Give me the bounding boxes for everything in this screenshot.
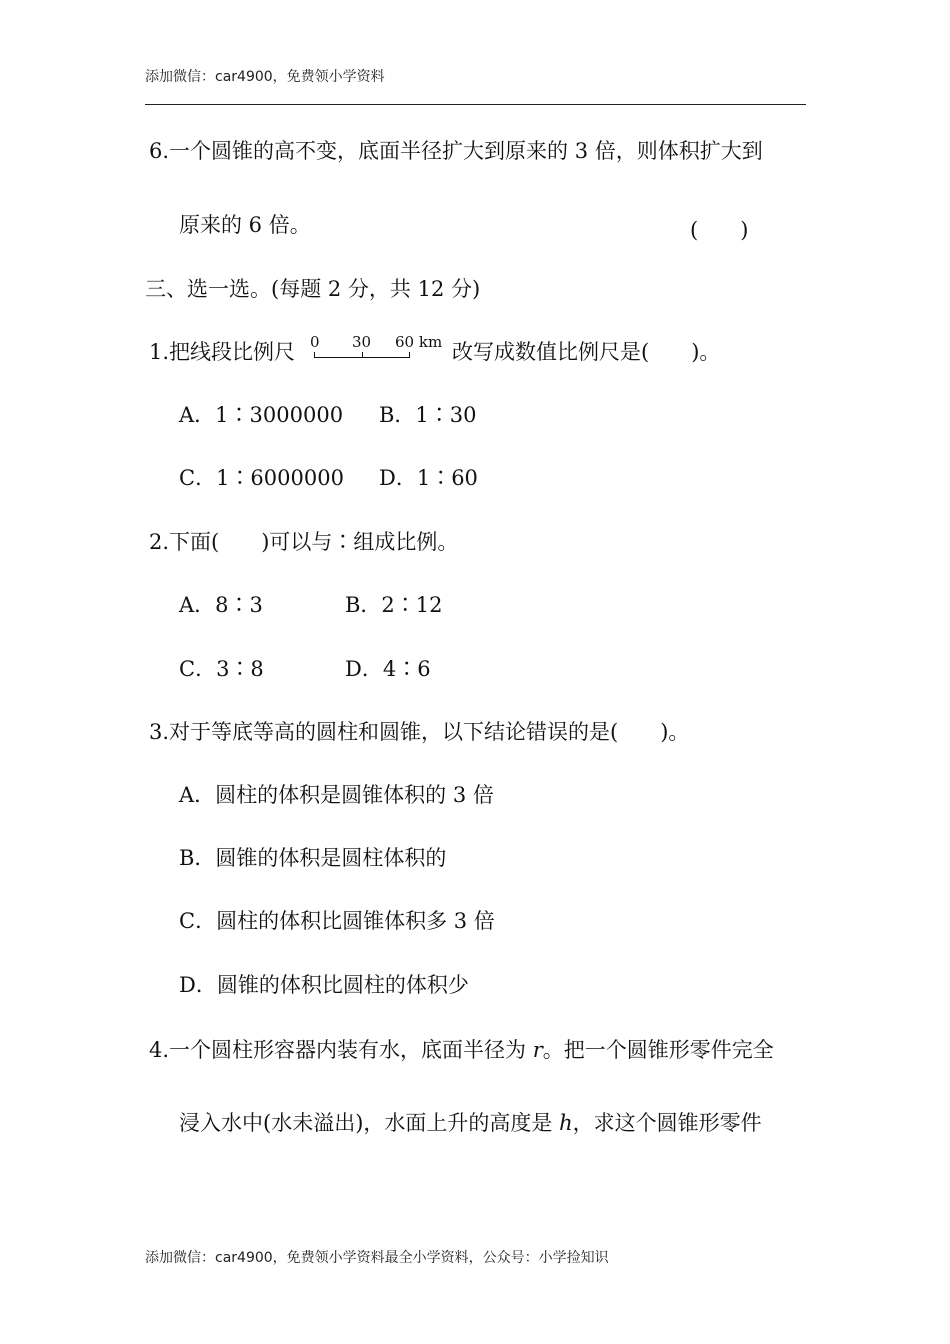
scale-bar <box>314 357 410 358</box>
q6-line1: 6.一个圆锥的高不变，底面半径扩大到原来的 3 倍，则体积扩大到 <box>149 139 763 163</box>
scale-tick <box>409 352 410 357</box>
page-header: 添加微信：car4900，免费领小学资料 <box>145 69 385 85</box>
scale-label-30: 30 <box>352 333 372 351</box>
q2-option-a: A．8∶3 <box>179 593 263 617</box>
var-h: h <box>559 1111 573 1135</box>
var-r: r <box>532 1038 543 1062</box>
q3-option-c: C．圆柱的体积比圆锥体积多 3 倍 <box>179 909 495 933</box>
scale-tick <box>362 352 363 357</box>
section3-title: 三、选一选。(每题 2 分，共 12 分) <box>145 277 481 301</box>
q1-option-b: B．1∶30 <box>379 403 477 427</box>
q2-option-c: C．3∶8 <box>179 657 264 681</box>
q1-option-c: C．1∶6000000 <box>179 466 344 490</box>
q3-option-b: B．圆锥的体积是圆柱体积的 <box>179 846 447 870</box>
q4-line1-b: 。把一个圆锥形零件完全 <box>542 1038 774 1062</box>
scale-label-60km: 60 km <box>395 333 443 351</box>
q1-option-a: A．1∶3000000 <box>179 403 344 427</box>
q1-stem-pre: 1.把线段比例尺 <box>149 340 296 364</box>
q4-line2 <box>179 1113 762 1134</box>
q4-line2-b: ，求这个圆锥形零件 <box>572 1111 762 1135</box>
q2-option-b: B．2∶12 <box>345 593 443 617</box>
line-scale <box>306 333 446 363</box>
q3-option-a: A．圆柱的体积是圆锥体积的 3 倍 <box>179 783 494 807</box>
q3-option-d: D．圆锥的体积比圆柱的体积少 <box>179 973 469 997</box>
header-divider <box>145 104 806 105</box>
q2-stem: 2.下面( )可以与∶组成比例。 <box>149 530 459 554</box>
q3-stem: 3.对于等底等高的圆柱和圆锥，以下结论错误的是( )。 <box>149 720 690 744</box>
scale-tick <box>314 352 315 357</box>
q4-line2-a: 浸入水中(水未溢出)，水面上升的高度是 <box>179 1111 560 1135</box>
q1-stem-post: 改写成数值比例尺是( )。 <box>452 340 721 364</box>
q4-line1-a: 4.一个圆柱形容器内装有水，底面半径为 <box>149 1038 533 1062</box>
q2-option-d: D．4∶6 <box>345 657 431 681</box>
q1-option-d: D．1∶60 <box>379 466 478 490</box>
page-footer: 添加微信：car4900，免费领小学资料最全小学资料，公众号：小学捡知识 <box>145 1250 609 1266</box>
q4-line1 <box>149 1040 774 1061</box>
q6-line2: 原来的 6 倍。 <box>179 213 311 237</box>
scale-label-0: 0 <box>310 333 320 351</box>
q6-answer-paren: ( ) <box>690 218 749 242</box>
